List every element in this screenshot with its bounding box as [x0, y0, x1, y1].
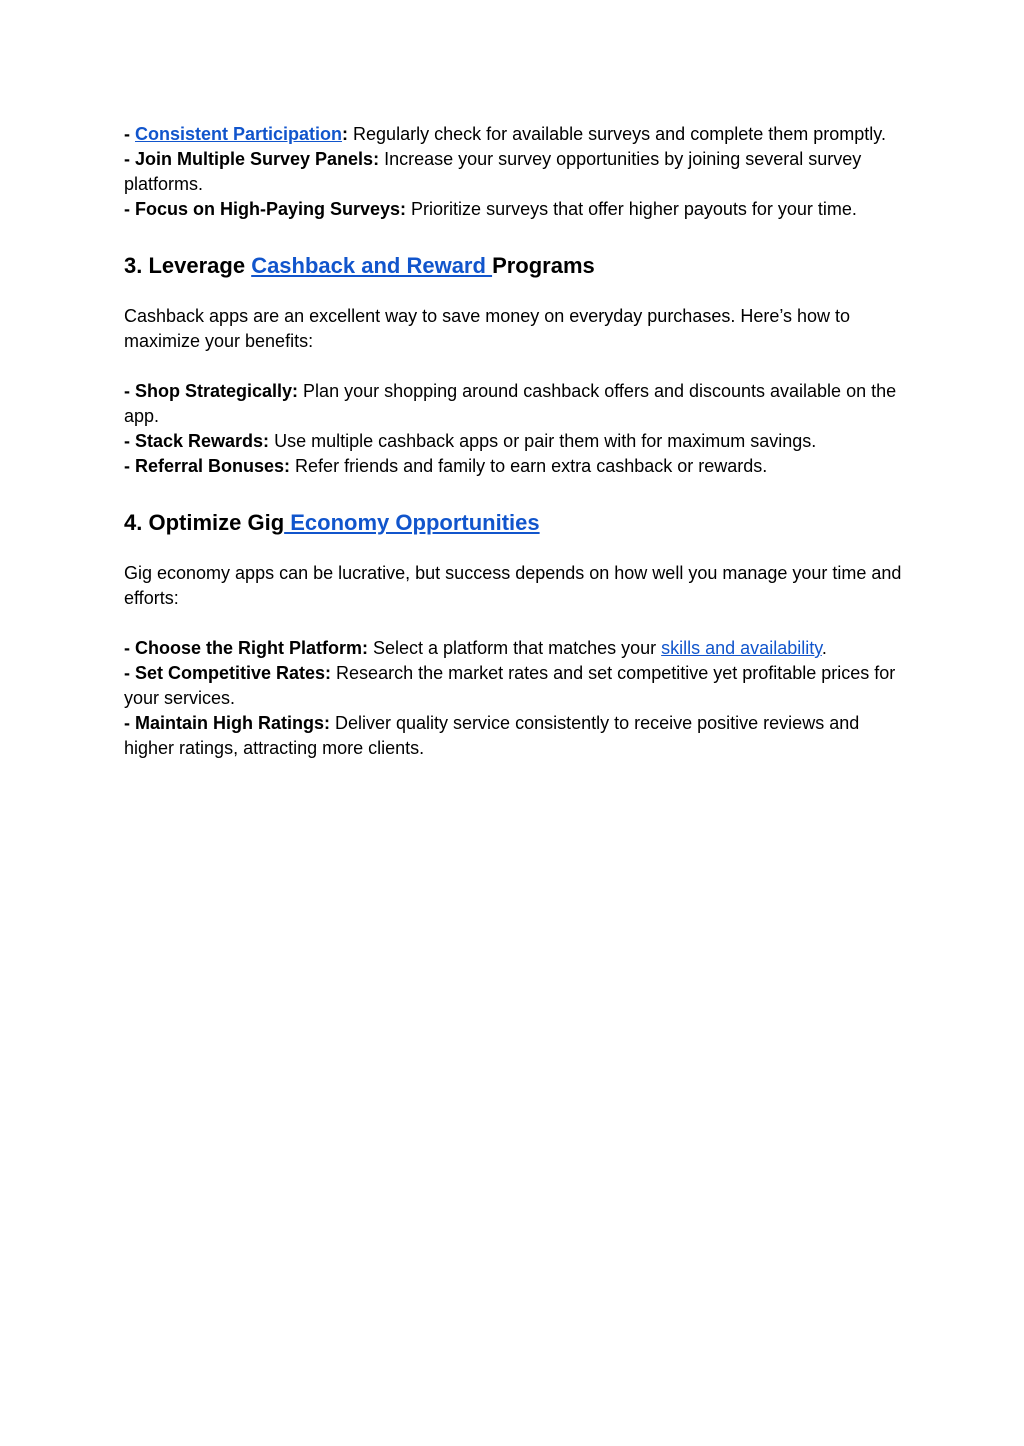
tip-text: Prioritize surveys that offer higher payouts for your time. [406, 199, 857, 219]
tip-text: Plan your shopping around cashback offers and discounts available on the app. [124, 381, 897, 426]
economy-opportunities-link[interactable]: Economy Opportunities [284, 510, 540, 535]
heading-prefix: 3. Leverage [124, 253, 252, 278]
tip-label: - Set Competitive Rates: [124, 663, 332, 683]
tip-label: - Shop Strategically: [124, 381, 299, 401]
tip-label-prefix: - [124, 124, 135, 144]
cashback-tip-shop [124, 379, 904, 429]
tip-label: - Referral Bonuses: [124, 456, 291, 476]
cashback-and-reward-link[interactable]: Cashback and Reward [251, 253, 493, 278]
section-4-intro: Gig economy apps can be lucrative, but success depends on how well you manage your time and efforts: [124, 563, 902, 608]
tip-text: Increase your survey opportunities by joining several survey platforms. [124, 149, 862, 194]
gig-tip-rates [124, 661, 904, 711]
section-4-heading [124, 509, 904, 537]
consistent-participation-link[interactable]: Consistent Participation [135, 124, 343, 144]
tip-text: Deliver quality service consistently to receive positive reviews and higher ratings, attracting more clients. [124, 713, 860, 758]
tip-label: - Stack Rewards: [124, 431, 270, 451]
gig-tip-ratings [124, 711, 904, 761]
tip-text: Use multiple cashback apps or pair them with for maximum savings. [269, 431, 817, 451]
tip-label-suffix: : [342, 124, 349, 144]
tip-text-end: . [821, 638, 827, 658]
cashback-tip-stack [124, 429, 904, 454]
survey-tip-high-paying [124, 197, 904, 222]
gig-tip-platform [124, 636, 904, 661]
tip-text: Regularly check for available surveys and complete them promptly. [348, 124, 886, 144]
heading-suffix: Programs [492, 253, 595, 278]
tip-label: - Focus on High-Paying Surveys: [124, 199, 407, 219]
tip-text: Refer friends and family to earn extra cashback or rewards. [290, 456, 768, 476]
tip-label: - Maintain High Ratings: [124, 713, 330, 733]
tip-label [124, 124, 348, 144]
survey-tip-consistent [124, 122, 904, 147]
tip-label: - Choose the Right Platform: [124, 638, 368, 658]
section-3-heading [124, 252, 904, 280]
heading-prefix: 4. Optimize Gig [124, 510, 285, 535]
tip-text: Select a platform that matches your [368, 638, 662, 658]
tip-label: - Join Multiple Survey Panels: [124, 149, 380, 169]
cashback-tip-referral [124, 454, 904, 479]
skills-and-availability-link[interactable]: skills and availability [661, 638, 822, 658]
survey-tip-join-panels [124, 147, 904, 197]
tip-text: Research the market rates and set competitive yet profitable prices for your services. [124, 663, 896, 708]
section-3-intro: Cashback apps are an excellent way to save money on everyday purchases. Here’s how to maximize your benefits: [124, 306, 851, 351]
document-page [124, 122, 904, 761]
